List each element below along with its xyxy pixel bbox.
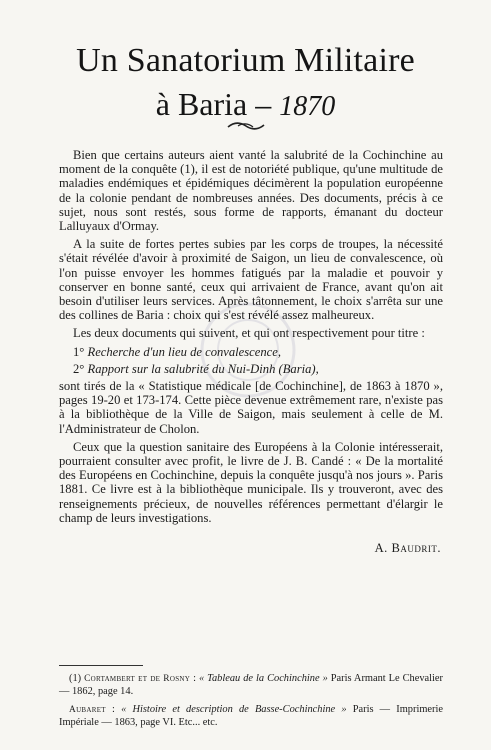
list-item [59,345,443,359]
footnote-divider [59,665,143,666]
footnote-title: « Tableau de la Cochinchine » [198,673,328,684]
paragraph-3: Les deux documents qui suivent, et qui ont respectivement pour titre : [73,326,425,341]
paragraph-last: Ceux que la question sanitaire des Européens à la Colonie intéresserait, pourraient consulter avec profit, le livre de J. B. Candé : « De la mortalité des Européens en Cochinchine, depuis la conquête jusqu'à nos jours ». Paris 1881. Ce livre est à la bibliothèque municipale. Ils y trouveront, avec des renseignements précieux, de nouvelles références permettant d'élargir le champ de leurs investigations. [59,439,443,525]
footnotes [59,673,443,735]
footnote-1: (1) Cortambert et de Rosny : « Tableau de la Cochinchine » Paris Armant Le Chevalier — 1862, page 14. [59,673,443,697]
paragraph-2: A la suite de fortes pertes subies par les corps de troupes, la nécessité s'était révélée d'avoir à proximité de Saigon, un lieu de convalescence, où l'on puisse envoyer les hommes fatigués par la maladie et pouvoir y conserver en bonne santé, ceux qui arrivaient de France, avant qu'on ait besoin d'utiliser leurs services. Après tâtonnement, le choix s'arrêta sur une des collines de Baria : choix qui s'est révélé assez malheureux. [59,237,443,323]
signature: A. Baudrit. [374,541,441,556]
article-title-line1: Un Sanatorium Militaire [76,42,415,79]
footnote-author: Cortambert et de Rosny [84,674,191,684]
article-body [59,148,443,555]
paragraph-after-list: sont tirés de la « Statistique médicale [de Cochinchine], de 1863 à 1870 », pages 19-20 et 173-174. Cette pièce devenue extrêmement rare, n'existe pas à la bibliothèque de la Ville de Saigon, mais seulement à celle de M. l'Administrateur de Cholon. [59,379,443,436]
paragraph-1: Bien que certains auteurs aient vanté la salubrité de la Cochinchine au moment de la conquête (1), il est de notoriété publique, qu'une multitude de maladies endémiques et épidémiques décimèrent la population européenne de la colonie pendant de nombreuses années. Des documents, précis à ce sujet, nous sont restés, sous forme de rapports, émanant du docteur Lalluyaux d'Ormay. [59,148,443,234]
list-item-text: Rapport sur la salubrité du Nui-Dinh (Baria), [87,361,319,376]
title-prefix: à Baria – [155,86,272,122]
footnote-title: « Histoire et description de Basse-Cochinchine » [121,704,347,716]
title-year: 1870 [279,91,336,122]
list-item-number: 2° [73,361,85,376]
title-ornament-icon [226,121,266,131]
list-item-text: Recherche d'un lieu de convalescence, [87,344,281,359]
article-title-line2 [0,86,491,123]
footnote-2: Aubaret : « Histoire et description de Basse-Cochinchine » Paris — Imprimerie Impériale — 1863, page VI. Etc... etc. [59,704,443,728]
footnote-author: Aubaret [69,705,106,716]
list-item [59,362,443,376]
list-item-number: 1° [73,344,85,359]
